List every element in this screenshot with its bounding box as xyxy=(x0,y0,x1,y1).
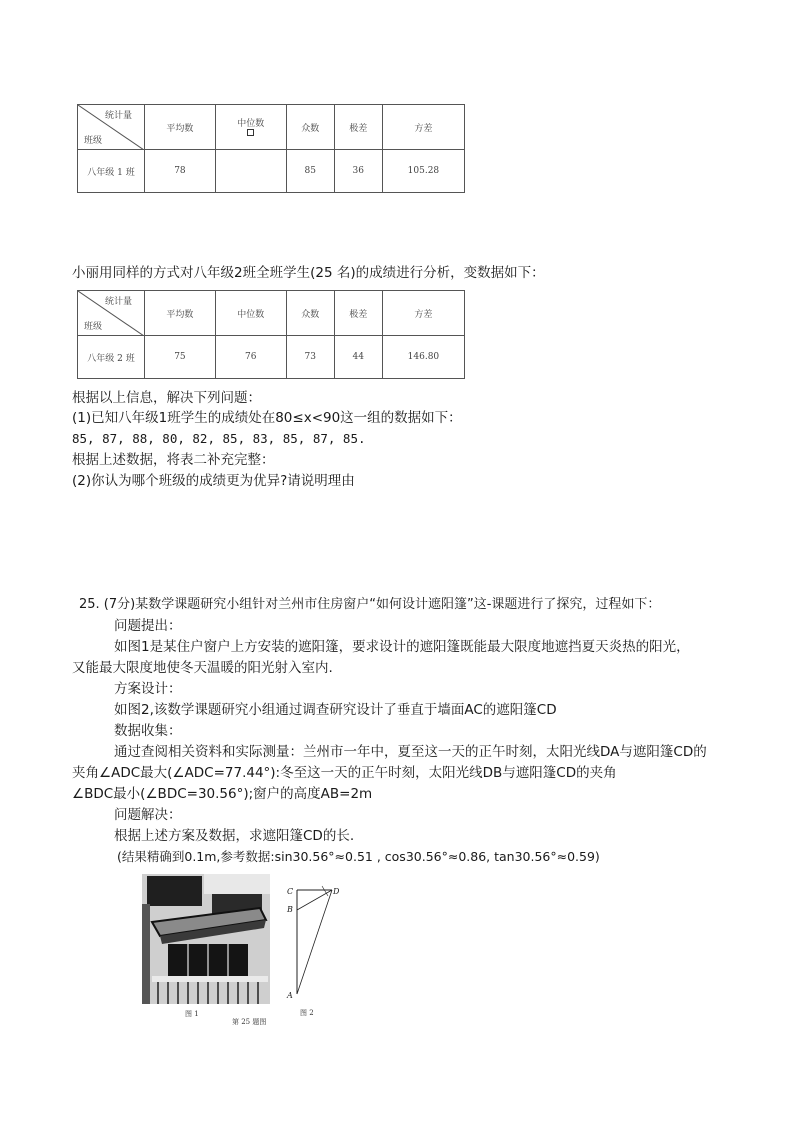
q25-data-line-1: 通过查阅相关资料和实际测量：兰州市一年中，夏至这一天的正午时刻，太阳光线DA与遮阳篷CD的 xyxy=(114,744,707,760)
table2-cell-mode: 73 xyxy=(286,336,334,379)
q25-data-line-3: ∠BDC最小(∠BDC=30.56°);窗户的高度AB=2m xyxy=(72,786,373,802)
table1-cell-mean: 78 xyxy=(145,150,216,193)
table1-header-bottom: 班级 xyxy=(84,136,103,146)
table2-col-median: 中位数 xyxy=(215,291,286,336)
q25-design-line: 如图2,该数学课题研究小组通过调查研究设计了垂直于墙面AC的遮阳篷CD xyxy=(114,702,557,718)
q24-data-line: 85, 87, 88, 80, 82, 85, 83, 85, 87, 85. xyxy=(72,431,366,446)
point-label-b: B xyxy=(287,905,293,914)
statistics-table-class1 xyxy=(77,104,465,193)
table2-cell-variance: 146.80 xyxy=(382,336,464,379)
q25-solve-line: 根据上述方案及数据，求遮阳篷CD的长. xyxy=(114,828,355,844)
q25-problem-line-1: 如图1是某住户窗户上方安装的遮阳篷，要求设计的遮阳篷既能最大限度地遮挡夏天炎热的阳光， xyxy=(114,639,690,655)
q24-line-5: (2)你认为哪个班级的成绩更为优异?请说明理由 xyxy=(72,473,355,489)
q25-title: 25. (7分)某数学课题研究小组针对兰州市住房窗户“如何设计遮阳篷”这-课题进行了探究，过程如下： xyxy=(79,597,661,612)
table1-diagonal-header xyxy=(78,105,145,150)
q25-section-design: 方案设计： xyxy=(114,681,182,697)
table2-col-mean: 平均数 xyxy=(145,291,216,336)
figure-2-geometry-diagram xyxy=(282,882,342,1012)
table2-row-label: 八年级 2 班 xyxy=(78,336,145,379)
q25-problem-line-2: 又能最大限度地使冬天温暖的阳光射入室内. xyxy=(72,660,333,676)
sunlight-diagram xyxy=(282,882,342,1012)
table1-cell-range: 36 xyxy=(334,150,382,193)
q25-section-data: 数据收集： xyxy=(114,723,182,739)
awning-photo-image xyxy=(142,874,270,1004)
point-label-c: C xyxy=(287,887,294,896)
table2-col-variance: 方差 xyxy=(382,291,464,336)
point-label-d: D xyxy=(333,887,340,896)
figure-title-caption: 第 25 题图 xyxy=(232,1018,267,1026)
table1-col-range: 极差 xyxy=(334,105,382,150)
table2-cell-mean: 75 xyxy=(145,336,216,379)
q25-section-solve: 问题解决： xyxy=(114,807,182,823)
table2-cell-median: 76 xyxy=(215,336,286,379)
intro-text-class2: 小丽用同样的方式对八年级2班全班学生(25 名)的成绩进行分析，变数据如下： xyxy=(72,265,545,281)
table1-cell-variance: 105.28 xyxy=(382,150,464,193)
table1-cell-median xyxy=(215,150,286,193)
q25-reference-data: (结果精确到0.1m,参考数据:sin30.56°≈0.51 , cos30.56°≈0.86, tan30.56°≈0.59) xyxy=(117,849,600,864)
table1-col-variance: 方差 xyxy=(382,105,464,150)
q25-section-problem: 问题提出： xyxy=(114,618,182,634)
table1-col-mean: 平均数 xyxy=(145,105,216,150)
table1-cell-mode: 85 xyxy=(286,150,334,193)
table2-header-top: 统计量 xyxy=(104,297,132,307)
statistics-table-class2 xyxy=(77,290,465,379)
table2-col-mode: 众数 xyxy=(286,291,334,336)
q24-line-2: (1)已知八年级1班学生的成绩处在80≤x<90这一组的数据如下： xyxy=(72,410,462,426)
figure-1-awning-photo xyxy=(142,874,270,1004)
checkbox-square-icon xyxy=(247,129,254,136)
q25-data-line-2: 夹角∠ADC最大(∠ADC=77.44°):冬至这一天的正午时刻，太阳光线DB与遮阳篷CD的夹角 xyxy=(72,765,617,781)
table2-diagonal-header xyxy=(78,291,145,336)
table1-col-mode: 众数 xyxy=(286,105,334,150)
table2-cell-range: 44 xyxy=(334,336,382,379)
q24-line-4: 根据上述数据，将表二补充完整： xyxy=(72,452,275,468)
figure-2-caption: 图 2 xyxy=(300,1009,314,1017)
table1-header-top: 统计量 xyxy=(104,111,132,121)
figure-1-caption: 图 1 xyxy=(185,1010,199,1018)
q24-line-1: 根据以上信息，解决下列问题： xyxy=(72,390,261,406)
point-label-a: A xyxy=(287,991,293,1000)
table2-header-bottom: 班级 xyxy=(84,322,103,332)
table2-col-range: 极差 xyxy=(334,291,382,336)
table1-row-label: 八年级 1 班 xyxy=(78,150,145,193)
table1-col-median: 中位数 xyxy=(215,105,286,150)
